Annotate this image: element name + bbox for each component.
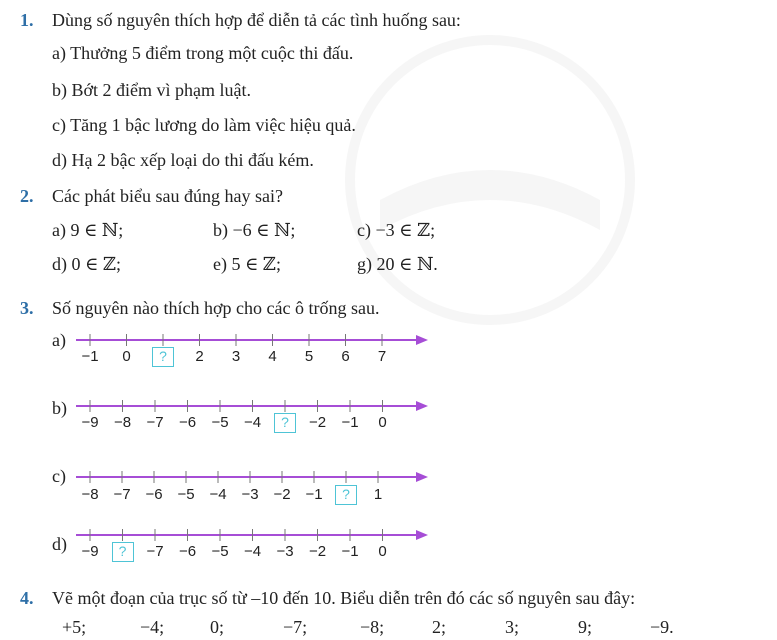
number-line-d-tick-label: −7 [146,543,164,560]
number-line-c-tick-label: −3 [241,486,259,503]
number-line-c-letter: c) [52,466,66,486]
question-4-number: 4. [20,588,34,608]
question-4-value: 2; [432,617,447,637]
question-4-value: −4; [140,617,165,637]
watermark-logo [340,30,640,330]
number-line-b [70,396,430,416]
number-line-a-tick-label: 5 [304,348,314,365]
question-4-value: 3; [505,617,520,637]
question-2-item-b: b) −6 ∈ ℕ; [213,220,296,240]
question-2-item-e: e) 5 ∈ ℤ; [213,254,281,274]
question-4 [20,587,635,609]
number-line-c-tick-label: −4 [209,486,227,503]
number-line-c-tick-label: −2 [273,486,291,503]
question-4-text: Vẽ một đoạn của trục số từ –10 đến 10. Biểu diễn trên đó các số nguyên sau đây: [52,588,636,608]
number-line-b-tick-label: −2 [308,414,327,431]
question-2 [20,185,283,207]
number-line-b-tick-label: 0 [378,414,387,431]
question-2-number: 2. [20,186,34,206]
question-2-text: Các phát biểu sau đúng hay sai? [52,186,283,206]
number-line-c-tick-label: −1 [305,486,323,503]
number-line-d-answer-box[interactable]: ? [112,542,134,562]
question-2-item-c: c) −3 ∈ ℤ; [357,220,436,240]
number-line-b-tick-label: −7 [146,414,164,431]
question-1-number: 1. [20,10,34,30]
number-line-a-tick-label: −1 [81,348,99,365]
number-line-a-tick-label: 0 [122,348,131,365]
number-line-c [70,467,430,487]
number-line-d-tick-label: −2 [308,543,327,560]
number-line-b-tick-label: −6 [178,414,197,431]
number-line-a-tick-label: 4 [268,348,277,365]
question-4-value: 0; [210,617,225,637]
question-4-value: −7; [283,617,308,637]
number-line-b-tick-label: −8 [113,414,132,431]
question-1-item-a: a) Thưởng 5 điểm trong một cuộc thi đấu. [52,43,354,63]
number-line-b-tick-label: −9 [81,414,99,431]
question-4-value: 9; [578,617,593,637]
number-line-c-tick-label: −7 [113,486,131,503]
question-3-number: 3. [20,298,34,318]
number-line-a-tick-label: 7 [377,348,387,365]
question-1-item-b: b) Bớt 2 điểm vì phạm luật. [52,80,251,100]
question-1 [20,9,461,31]
question-2-item-a: a) 9 ∈ ℕ; [52,220,124,240]
question-4-value: −9. [650,617,674,637]
number-line-b-letter: b) [52,398,67,418]
number-line-c-tick-label: −5 [177,486,195,503]
number-line-d-tick-label: −9 [81,543,99,560]
number-line-b-tick-label: −4 [243,414,262,431]
number-line-b-answer-box[interactable]: ? [274,413,296,433]
number-line-d-tick-label: 0 [378,543,387,560]
question-4-value: +5; [62,617,87,637]
number-line-a-answer-box[interactable]: ? [152,347,174,367]
number-line-c-answer-box[interactable]: ? [335,485,357,505]
number-line-a-tick-label: 3 [231,348,241,365]
number-line-d-tick-label: −5 [211,543,229,560]
question-1-item-d: d) Hạ 2 bậc xếp loại do thi đấu kém. [52,150,314,170]
number-line-d-tick-label: −3 [276,543,294,560]
question-3 [20,297,379,319]
question-1-text: Dùng số nguyên thích hợp để diễn tả các tình huống sau: [52,10,461,30]
number-line-c-tick-label: −6 [145,486,163,503]
question-3-text: Số nguyên nào thích hợp cho các ô trống sau. [52,298,380,318]
number-line-a-tick-label: 6 [341,348,350,365]
number-line-d-tick-label: −6 [178,543,197,560]
question-4-value: −8; [360,617,385,637]
number-line-a [70,330,430,350]
number-line-c-tick-label: 1 [373,486,383,503]
number-line-d-letter: d) [52,534,67,554]
number-line-b-tick-label: −5 [211,414,229,431]
question-1-item-c: c) Tăng 1 bậc lương do làm việc hiệu quả. [52,115,356,135]
question-2-item-d: d) 0 ∈ ℤ; [52,254,121,274]
number-line-a-letter: a) [52,330,66,350]
number-line-d-tick-label: −4 [243,543,262,560]
number-line-a-tick-label: 2 [195,348,204,365]
number-line-c-tick-label: −8 [81,486,99,503]
number-line-d-tick-label: −1 [341,543,359,560]
number-line-b-tick-label: −1 [341,414,359,431]
question-2-item-g: g) 20 ∈ ℕ. [357,254,438,274]
